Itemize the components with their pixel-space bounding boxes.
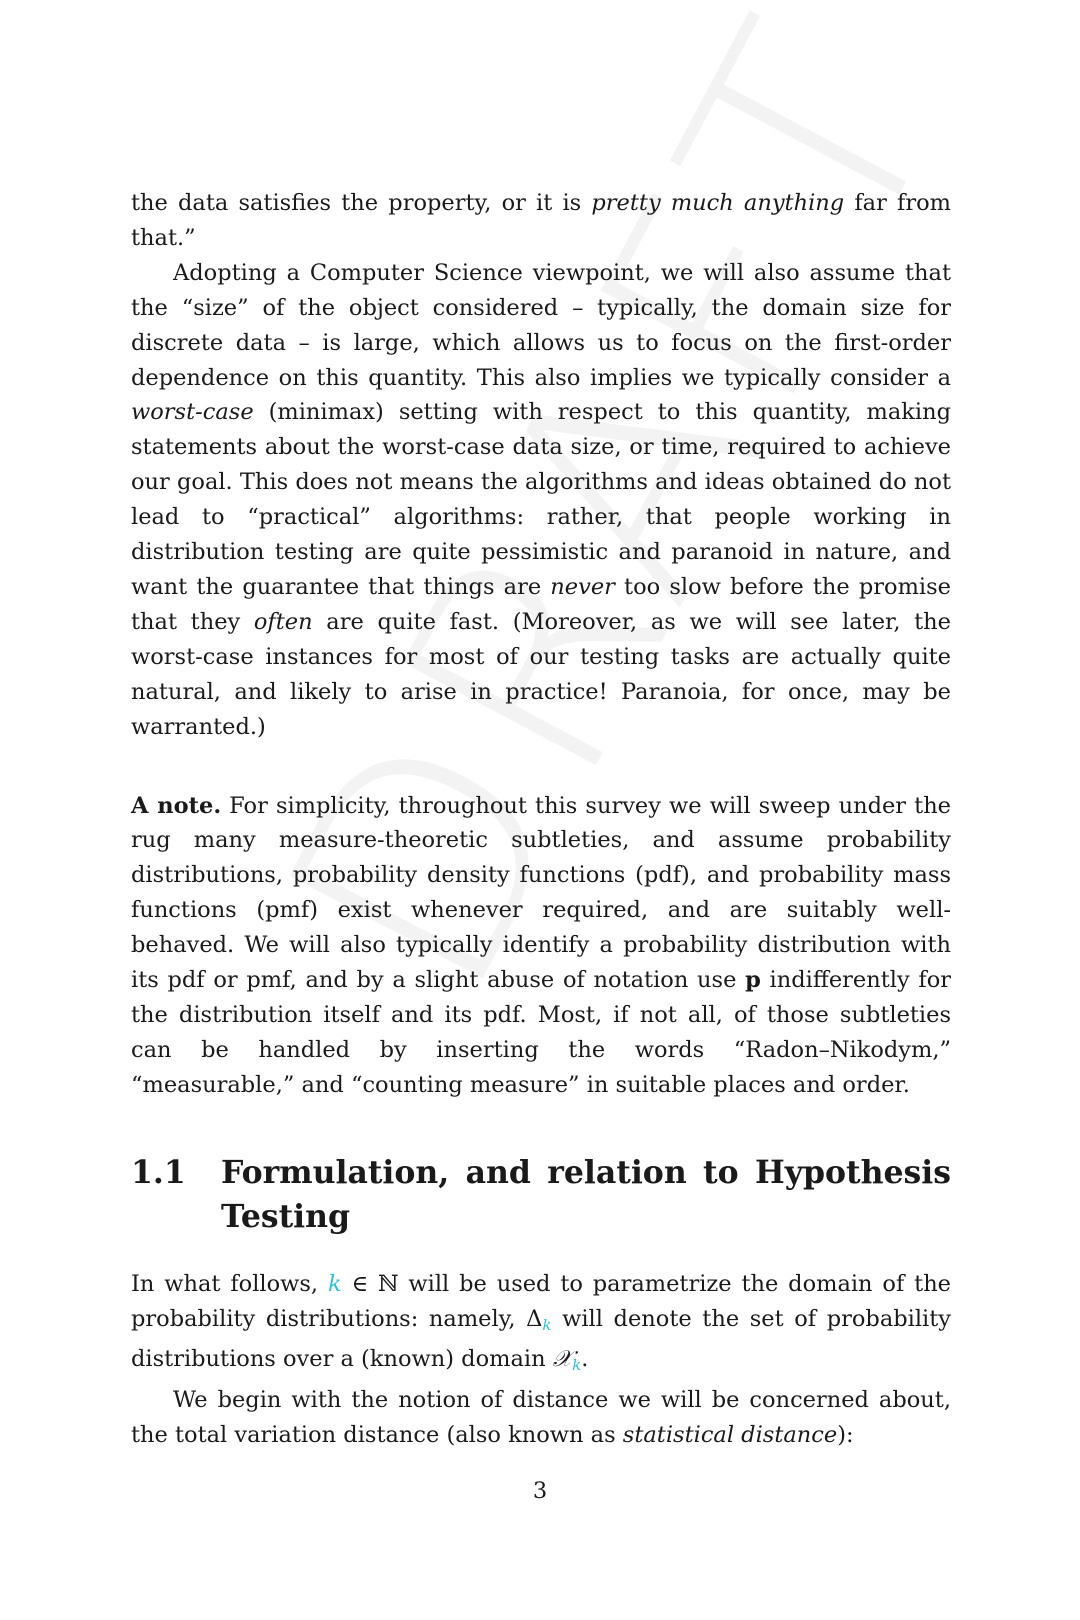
note-heading: A note. <box>131 792 222 819</box>
emphasis-text: often <box>253 608 313 635</box>
text-run: We begin with the notion of distance we will be concerned about, the total variation distance (also known as <box>131 1387 951 1449</box>
math-subscript-k: k <box>542 1315 552 1334</box>
math-subscript-k: k <box>572 1356 582 1375</box>
section-number: 1.1 <box>131 1153 186 1191</box>
math-domain-symbol: 𝒳 <box>552 1346 573 1373</box>
text-run: ): <box>837 1422 854 1449</box>
text-run: the data satisfies the property, or it is <box>131 190 592 216</box>
text-run: indifferently for the distribution itself and its pdf. Most, if not all, of those subtleties can be handled by inserting the words “Radon–Nikodym,” “measurable,” and “counting measure” in suitable places and order. <box>131 967 952 1098</box>
bold-symbol: p <box>745 967 761 994</box>
text-run: are quite fast. (Moreover, as we will see later, the worst-case instances for most of our testing tasks are actually quite natural, and likely to arise in practice! Paranoia, for once, may be warranted.) <box>131 608 951 740</box>
paragraph-computer-science <box>131 256 951 745</box>
text-run: far from that.” <box>131 190 951 251</box>
note-paragraph <box>131 789 951 1103</box>
text-run: In what follows, <box>131 1270 328 1297</box>
emphasis-text: worst-case <box>131 399 254 426</box>
text-run: Adopting a Computer Science viewpoint, we will also assume that the “size” of the object considered – typically, the domain size for discrete data – is large, which allows us to focus on the first-order dependence on this quantity. This also implies we typically consider a <box>131 259 951 391</box>
text-run: will denote the set of probability distributions over a (known) domain <box>131 1305 951 1373</box>
emphasis-text: pretty much anything <box>591 190 845 216</box>
paragraph-continuation <box>131 186 951 256</box>
section-heading <box>131 1151 951 1239</box>
text-run: ∈ ℕ will be used to parametrize the domain of the probability distributions: namely, Δ <box>131 1270 952 1332</box>
paragraph-distance <box>131 1383 951 1453</box>
paragraph-domain <box>131 1267 951 1384</box>
emphasis-text: statistical distance <box>622 1422 838 1449</box>
page-number: 3 <box>532 1478 548 1504</box>
text-run: . <box>581 1346 589 1373</box>
section-title: Formulation, and relation to Hypothesis Testing <box>221 1153 951 1235</box>
text-run: too slow before the promise that they <box>131 573 951 635</box>
text-run: For simplicity, throughout this survey we will sweep under the rug many measure-theoretic subtleties, and assume probability distributions, probability density functions (pdf), and probability mass functions (pmf) exist whenever required, and are suitably well-behaved. We will also typically identify a probability distribution with its pdf or pmf, and by a slight abuse of notation use <box>131 792 952 994</box>
emphasis-text: never <box>550 573 615 600</box>
body-text <box>131 186 951 1453</box>
math-symbol-k: k <box>327 1270 342 1297</box>
text-run: (minimax) setting with respect to this quantity, making statements about the worst-case data size, or time, required to achieve our goal. This does not means the algorithms and ideas obtained do not lead to “practical” algorithms: rather, that people working in distribution testing are quite pessimistic and paranoid in nature, and want the guarantee that things are <box>131 399 951 600</box>
